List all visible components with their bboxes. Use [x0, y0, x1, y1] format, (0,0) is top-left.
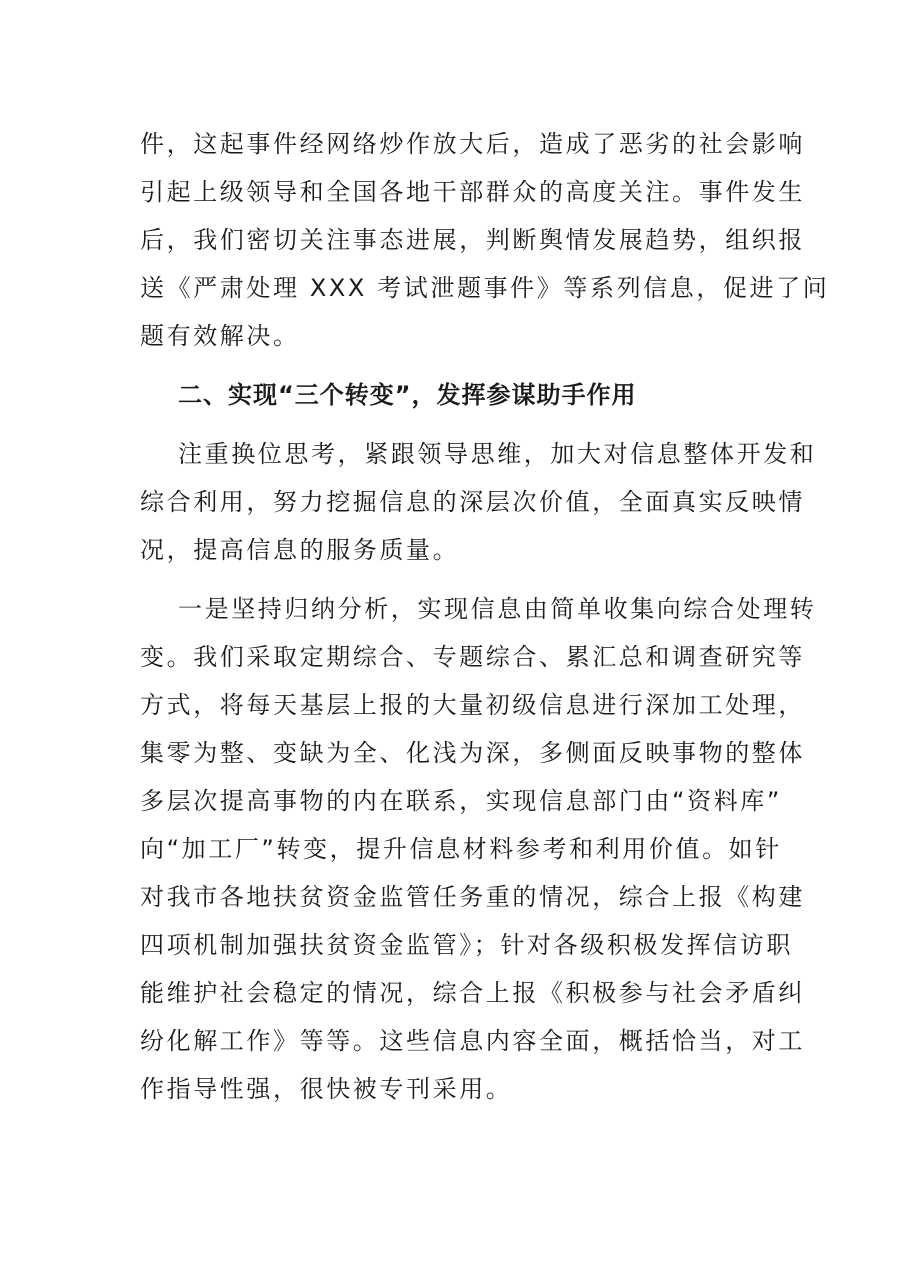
- paragraph-3-line-7: 对我市各地扶贫资金监管任务重的情况，综合上报《构建: [140, 883, 805, 911]
- paragraph-1-line-2: 引起上级领导和全国各地干部群众的高度关注。事件发生: [140, 178, 805, 206]
- paragraph-2-line-1: 注重换位思考，紧跟领导思维，加大对信息整体开发和: [178, 440, 817, 468]
- paragraph-3-line-6: 向“加工厂”转变，提升信息材料参考和利用价值。如针: [140, 835, 782, 863]
- paragraph-3-line-1: 一是坚持归纳分析，实现信息由简单收集向综合处理转: [178, 595, 817, 623]
- paragraph-3-line-4: 集零为整、变缺为全、化浅为深，多侧面反映事物的整体: [140, 739, 805, 767]
- paragraph-3-line-5: 多层次提高事物的内在联系，实现信息部门由“资料库”: [140, 787, 782, 815]
- paragraph-1-line-1: 件，这起事件经网络炒作放大后，造成了恶劣的社会影响: [140, 130, 805, 158]
- paragraph-3-line-8: 四项机制加强扶贫资金监管》；针对各级积极发挥信访职: [140, 931, 793, 959]
- paragraph-1-line-5: 题有效解决。: [140, 322, 300, 350]
- paragraph-1-line-3: 后，我们密切关注事态进展，判断舆情发展趋势，组织报: [140, 226, 805, 254]
- paragraph-2-line-2: 综合利用，努力挖掘信息的深层次价值，全面真实反映情: [140, 488, 805, 516]
- paragraph-3-line-3: 方式，将每天基层上报的大量初级信息进行深加工处理，: [140, 691, 805, 719]
- section-heading-2: 二、实现“三个转变”，发挥参谋助手作用: [178, 381, 637, 409]
- paragraph-1-line-4: 送《严肃处理 XXX 考试泄题事件》等系列信息，促进了问: [140, 274, 830, 302]
- paragraph-3-line-2: 变。我们采取定期综合、专题综合、累汇总和调查研究等: [140, 643, 805, 671]
- paragraph-3-line-10: 纷化解工作》等等。这些信息内容全面，概括恰当，对工: [140, 1027, 805, 1055]
- paragraph-2-line-3: 况，提高信息的服务质量。: [140, 536, 460, 564]
- paragraph-3-line-11: 作指导性强，很快被专刊采用。: [140, 1075, 513, 1103]
- paragraph-3-line-9: 能维护社会稳定的情况，综合上报《积极参与社会矛盾纠: [140, 979, 805, 1007]
